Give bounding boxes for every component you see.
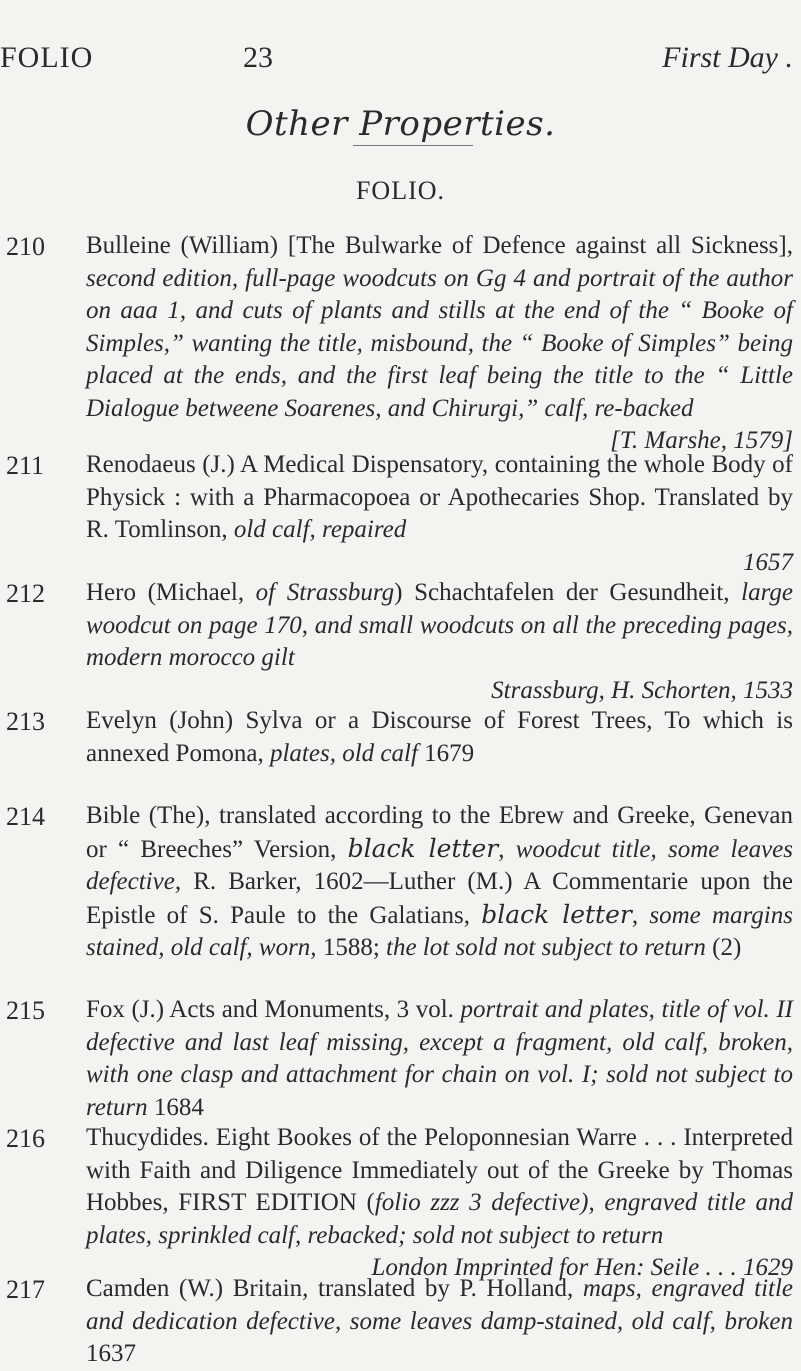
lot-text-fragment: 1684 bbox=[147, 1093, 204, 1121]
lot-text-fragment: some margins stained, old calf, worn, bbox=[86, 901, 793, 961]
lot-imprint: London Imprinted for Hen: Seile . . . 1629 bbox=[371, 1254, 793, 1281]
lot-text-fragment: 1588; bbox=[316, 934, 387, 961]
lot-text-fragment: Bulleine (William) [The Bulwarke of Defence against all Sickness], bbox=[86, 232, 793, 259]
lot-text-fragment: plates, old calf bbox=[269, 739, 418, 767]
lot-number: 217 bbox=[6, 1275, 45, 1304]
lot-text-fragment: Renodaeus (J.) A Medical Dispensatory, containing the whole Body of Physick : with a Pharmacopoea or Apothecaries Shop. Translated by R. Tomlinson, bbox=[86, 451, 793, 543]
running-head bbox=[0, 38, 801, 78]
lot-text-fragment bbox=[421, 1189, 431, 1216]
lot-text-fragment: the lot sold not subject to return bbox=[386, 934, 706, 961]
lot-text-fragment: Thucydides. Eight Bookes of the Peloponnesian Warre . . . Interpreted with Faith and Diligence Immediately out of the Greeke by Thomas Hobbes, FIRST EDITION ( bbox=[86, 1124, 793, 1216]
lot-imprint: [T. Marshe, 1579] bbox=[610, 427, 793, 454]
lot-text-fragment: portrait and plates, title of vol. II defective and last leaf missing, except a fragment, old calf, broken, with one clasp and attachment for chain on vol. I; sold not subject to return bbox=[86, 996, 794, 1121]
lot-text-fragment: of Strassburg bbox=[255, 579, 395, 606]
lot-description bbox=[86, 449, 793, 579]
lot-number: 211 bbox=[6, 451, 45, 480]
lot-text-fragment: Evelyn (John) Sylva or a Discourse of Forest Trees, To which is annexed Pomona, bbox=[86, 707, 793, 767]
lot-imprint: Strassburg, H. Schorten, 1533 bbox=[491, 676, 793, 704]
lot-number: 214 bbox=[6, 802, 45, 831]
lot-description bbox=[86, 1122, 793, 1285]
lot-text-fragment: 1679 bbox=[417, 739, 475, 767]
lot-text-fragment: woodcut title, some leaves defective, bbox=[86, 835, 794, 895]
lot-text-fragment: ) Schachtafelen der Gesundheit, bbox=[394, 579, 742, 606]
lot-text-fragment: Camden (W.) Britain, translated by P. Holland, bbox=[86, 1275, 583, 1302]
lot-text-fragment: (2) bbox=[705, 934, 742, 961]
lot-text-fragment: large woodcut on page 170, and small woodcuts on all the preceding pages, modern morocco gilt bbox=[86, 579, 793, 671]
lot-number: 212 bbox=[6, 579, 45, 608]
lot-description bbox=[86, 577, 793, 707]
lot-description bbox=[86, 800, 793, 965]
lot-description bbox=[86, 705, 793, 770]
lot-description bbox=[86, 230, 793, 458]
lot-text-fragment: , bbox=[498, 835, 516, 863]
lot-number: 210 bbox=[6, 232, 45, 261]
lot-number: 213 bbox=[6, 707, 45, 736]
lot-text-fragment: second edition, full-page woodcuts on Gg 4 and portrait of the author on aaa 1, and cuts of plants and stills at the end of the “ Booke of Simples,” wanting the title, misbound, the “ Booke of Simples” being placed at the ends, and the first leaf being the title to the “ Little Dialogue betweene Soarenes, and Chirurgi,” calf, re-backed bbox=[86, 264, 793, 422]
lot-text-fragment: Bible (The), translated according to the Ebrew and Greeke, Genevan or “ Breeches” Version, bbox=[86, 802, 793, 863]
section-title: Other Properties. bbox=[245, 104, 556, 144]
title-rule bbox=[353, 145, 473, 146]
running-head-day: First Day . bbox=[662, 41, 793, 74]
running-head-format: FOLIO bbox=[0, 41, 94, 74]
lot-text-fragment: , bbox=[631, 901, 650, 929]
lot-text-fragment: Fox (J.) Acts and Monuments, 3 vol. bbox=[86, 996, 461, 1023]
page-number: 23 bbox=[243, 41, 273, 74]
lot-text-fragment: 1637 bbox=[86, 1340, 136, 1367]
lot-text-fragment: black letter bbox=[481, 899, 632, 929]
lot-text-fragment: old calf, repaired bbox=[233, 516, 407, 543]
lot-imprint: 1657 bbox=[743, 548, 793, 576]
section-subtitle: FOLIO. bbox=[355, 176, 446, 205]
lot-number: 215 bbox=[6, 996, 45, 1025]
lot-text-fragment: folio bbox=[374, 1189, 421, 1216]
lot-number: 216 bbox=[6, 1124, 45, 1153]
lot-text-fragment: Hero (Michael, bbox=[86, 579, 256, 606]
lot-description bbox=[86, 994, 793, 1124]
lot-text-fragment: zzz 3 defective), engraved title and plates, sprinkled calf, rebacked; sold not subject to return bbox=[86, 1189, 794, 1249]
lot-text-fragment: black letter bbox=[347, 833, 499, 863]
lot-text-fragment: R. Barker, 1602—Luther (M.) A Commentarie upon the Epistle of S. Paule to the Galatians, bbox=[86, 868, 793, 929]
lot-text-fragment: maps, engraved title and dedication defective, some leaves damp-stained, old calf, broken bbox=[86, 1275, 793, 1335]
